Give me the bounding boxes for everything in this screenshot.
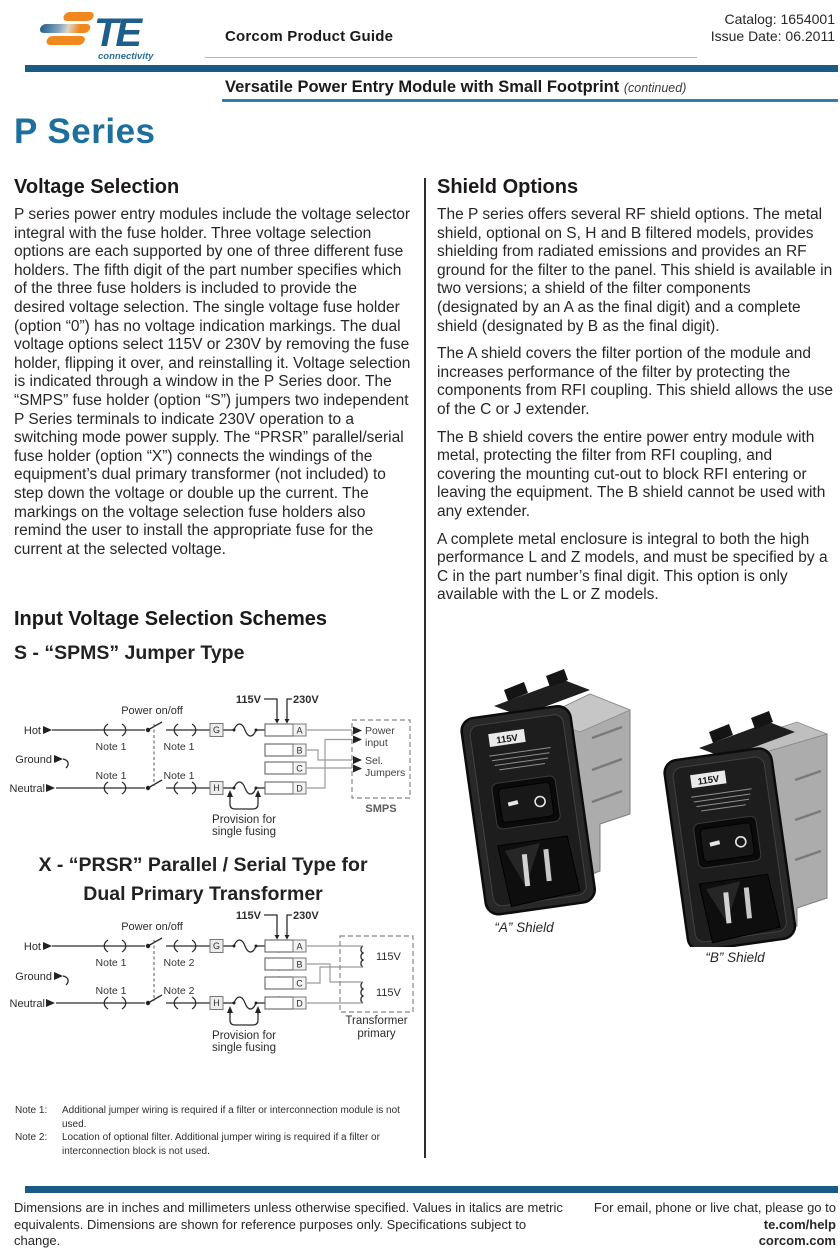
svg-text:primary: primary xyxy=(357,1028,396,1040)
svg-text:B: B xyxy=(296,959,303,970)
footer-disclaimer: Dimensions are in inches and millimeters unless otherwise specified. Values in italics are metric equivalents. Dimensions are shown for reference purposes only. Specifications subject to change. xyxy=(14,1200,563,1248)
transformer-dashed-box xyxy=(340,936,413,1012)
svg-text:SMPS: SMPS xyxy=(365,803,397,815)
svg-text:G: G xyxy=(212,941,221,951)
svg-text:B: B xyxy=(296,745,303,756)
note-2-label: Note 2: xyxy=(15,1132,48,1143)
prsr-heading-line1: X - “PRSR” Parallel / Serial Type for xyxy=(38,854,368,876)
svg-text:single fusing: single fusing xyxy=(212,826,276,838)
voltage-selection-body: P series power entry modules include the voltage selector integral with the fuse holder. Three voltage selection options are each supported by one of three different fuse holders. The fifth digit of the part number specifies which of the three fuse holders is included to provide the desired voltage selection. The single voltage fuse holder (option “0”) has no voltage indication markings. The dual voltage options select 115V or 230V by removing the fuse holder, flipping it over, and reinstalling it. Voltage selection is indicated through a window in the P Series door. The “SMPS” fuse holder (option “S”) jumpers two independent P Series terminals to indicate 230V operation to a switching mode power supply. The “PRSR” parallel/serial fuse holder (option “X”) connects the windings of the equipment’s dual primary transformer (not included) to step down the voltage or double up the current. The markings on the voltage selection fuse holders also remind the user to install the appropriate fuse for the current at the selected voltage. xyxy=(14,206,411,558)
voltage-selection-heading: Voltage Selection xyxy=(14,176,180,198)
spms-arrowheads xyxy=(43,719,362,797)
svg-text:Power on/off: Power on/off xyxy=(121,705,183,717)
prsr-circuit-diagram xyxy=(8,903,438,1078)
svg-text:Power: Power xyxy=(365,725,395,737)
svg-text:A: A xyxy=(296,725,303,736)
svg-text:Note 1: Note 1 xyxy=(95,741,127,753)
note-1-text: Additional jumper wiring is required if a filter or interconnection module is not used. xyxy=(62,1105,400,1130)
prsr-wiring xyxy=(52,915,363,1025)
catalog-number: Catalog: 1654001 xyxy=(724,11,835,27)
footer-contact-line: For email, phone or live chat, please go to xyxy=(593,1200,836,1215)
svg-text:Note 1: Note 1 xyxy=(163,741,195,753)
svg-text:D: D xyxy=(296,783,303,794)
svg-text:C: C xyxy=(296,978,303,989)
svg-text:115V: 115V xyxy=(376,987,401,999)
shield-paragraph-3: The B shield covers the entire power entry module with metal, protecting the filter from RFI coupling, and covering the mounting cut-out to block RFI entering or leaving the equipment. The B shield cannot be used with any extender. xyxy=(437,428,826,520)
voltage-window-label: 115V xyxy=(697,773,721,788)
shield-paragraph-2: The A shield covers the filter portion of the module and increases performance of the filter by protecting the components from RFI coupling. This shield allows the use of the C or J extender. xyxy=(437,345,834,418)
svg-text:Provision for: Provision for xyxy=(212,1030,276,1042)
shield-options-heading: Shield Options xyxy=(437,176,579,198)
shield-options-body xyxy=(437,206,835,614)
svg-text:Power on/off: Power on/off xyxy=(121,921,183,933)
spms-labels xyxy=(10,694,406,838)
page-subtitle xyxy=(225,78,838,97)
footer-corcom-url: corcom.com xyxy=(758,1233,836,1248)
catalog-block xyxy=(711,11,835,45)
svg-text:Note 1: Note 1 xyxy=(95,957,127,969)
svg-text:115V: 115V xyxy=(235,910,261,922)
svg-text:G: G xyxy=(212,725,221,735)
svg-text:Note 2: Note 2 xyxy=(163,985,195,997)
footer-contact xyxy=(560,1200,836,1250)
spms-terminal-boxes xyxy=(210,724,306,795)
shield-paragraph-1: The P series offers several RF shield options. The metal shield, optional on S, H and B filtered models, provides shielding from radiated emissions and provides an RF ground for the filter to the panel. This shield is available in two versions; a shield of the filter components (designated by an A as the final digit) and a complete shield (designated by B as the final digit). xyxy=(437,206,833,335)
page-title: P Series xyxy=(14,112,156,151)
header-rule xyxy=(25,65,838,72)
note-1 xyxy=(15,1104,427,1131)
svg-text:Note 1: Note 1 xyxy=(95,770,127,782)
svg-text:Note 1: Note 1 xyxy=(163,770,195,782)
svg-text:Provision for: Provision for xyxy=(212,814,276,826)
svg-text:Hot: Hot xyxy=(23,941,41,953)
footer-te-url: te.com/help xyxy=(763,1216,836,1232)
svg-text:single fusing: single fusing xyxy=(212,1042,276,1054)
rocker-switch xyxy=(491,775,561,829)
a-shield-product-photo xyxy=(442,666,642,916)
svg-text:H: H xyxy=(213,998,220,1008)
svg-text:115V: 115V xyxy=(376,951,401,963)
spms-heading: S - “SPMS” Jumper Type xyxy=(14,642,245,664)
svg-text:Neutral: Neutral xyxy=(9,998,45,1010)
prsr-jumper-wires xyxy=(307,946,363,1003)
page-subtitle-text: Versatile Power Entry Module with Small Footprint xyxy=(225,78,620,96)
svg-text:Transformer: Transformer xyxy=(345,1015,408,1027)
svg-text:Note 2: Note 2 xyxy=(163,957,195,969)
subtitle-rule xyxy=(222,99,838,102)
svg-text:Neutral: Neutral xyxy=(9,783,45,795)
schemes-heading: Input Voltage Selection Schemes xyxy=(14,608,328,630)
spms-circuit-diagram xyxy=(8,686,428,856)
b-shield-caption: “B” Shield xyxy=(705,950,765,965)
prsr-terminal-boxes xyxy=(210,940,306,1010)
voltage-window-label: 115V xyxy=(495,732,519,747)
note-2-text: Location of optional filter. Additional jumper wiring is required if a filter or interconnection block is not used. xyxy=(62,1132,380,1157)
guide-title: Corcom Product Guide xyxy=(225,28,394,45)
rocker-switch xyxy=(693,816,762,869)
issue-date: Issue Date: 06.2011 xyxy=(710,28,835,44)
svg-text:230V: 230V xyxy=(293,694,319,706)
note-2 xyxy=(15,1131,427,1158)
spms-jumper-wires xyxy=(307,730,352,788)
a-shield-caption: “A” Shield xyxy=(494,920,554,935)
svg-text:Note 1: Note 1 xyxy=(95,985,127,997)
svg-text:input: input xyxy=(365,737,388,749)
svg-text:115V: 115V xyxy=(235,694,261,706)
logo-bars-icon xyxy=(35,12,94,45)
prsr-heading-line2: Dual Primary Transformer xyxy=(83,883,323,905)
footer-rule xyxy=(25,1186,838,1193)
logo-brand-text: TE xyxy=(94,11,140,55)
svg-text:Jumpers: Jumpers xyxy=(365,767,406,779)
te-connectivity-logo xyxy=(22,6,172,64)
diagram-notes xyxy=(15,1104,427,1158)
svg-text:C: C xyxy=(296,763,303,774)
svg-text:Ground: Ground xyxy=(15,971,52,983)
page-subtitle-continued: (continued) xyxy=(623,81,687,95)
svg-text:A: A xyxy=(296,941,303,952)
svg-text:Hot: Hot xyxy=(23,725,41,737)
b-shield-product-photo xyxy=(645,702,840,947)
prsr-heading xyxy=(14,851,392,909)
svg-text:Ground: Ground xyxy=(15,754,52,766)
svg-text:H: H xyxy=(213,783,220,793)
svg-text:230V: 230V xyxy=(293,910,319,922)
svg-text:D: D xyxy=(296,998,303,1009)
svg-text:Sel.: Sel. xyxy=(365,755,384,767)
shield-paragraph-4: A complete metal enclosure is integral to both the high performance L and Z models, and must be specified by a C in the part number’s final digit. This option is only available with the L or Z models. xyxy=(437,530,828,604)
note-1-label: Note 1: xyxy=(15,1105,48,1116)
header-hairline xyxy=(205,57,697,58)
prsr-arrowheads xyxy=(43,935,290,1013)
logo-brand-subtext: connectivity xyxy=(98,51,154,62)
